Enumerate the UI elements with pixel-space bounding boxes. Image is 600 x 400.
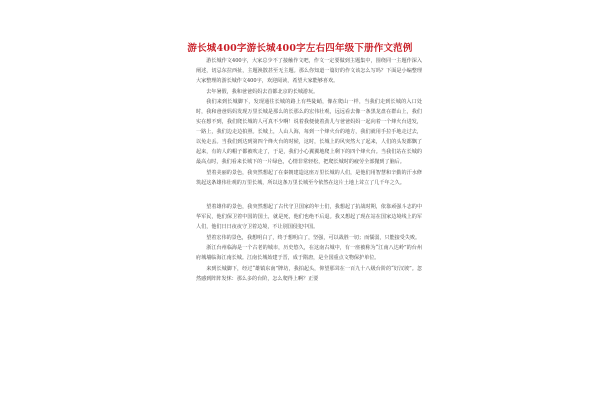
paragraph-climb: 我们来到长城脚下，发现通往长城的路上有些陡峭，像在爬山一样，当我们走到长城的入口处时，我和爸爸妈妈发现万里长城是那么的长那么的宏伟壮观，远远看去像一条黑龙盘在群山上，我们实在想不到，我们爬长城的人可真不少啊！说着我便使着劲儿与爸爸妈妈一起向着一个烽火台进发，一路上，我们边走边拍照。长城上，人山人海，每到一个烽火台的地方，我们就用手拉手地走过去，以免走丢。当我们到达到第四个烽火台的时候，这时，长城上的风突然大了起来，人们的头发都飘了起来，有的人的帽子都被吹走了，于是，我们小心翼翼地爬上剩下的四个烽火台。当我们站在长城的最高点时，我们看来长城下的一片绿色，心情非常轻松，把爬长城时的疲劳全部抛到了脑后。 xyxy=(196,99,422,165)
paragraph-trip: 去年暑假，我和爸爸妈妈去首都北京的长城游玩。 xyxy=(206,88,319,95)
document-body xyxy=(196,56,422,284)
paragraph-soldiers: 望着雄伟的景色，我突然想起了古代守卫国家的年士们，我想起了抗战时期，依靠顽强斗志的中华军民，他们保卫着中国的国土，就是死，他们也绝不后退。我又想起了现在站在国家边境线上的军人们，他们日日夜夜守卫着边境，不让别国侵犯中国。 xyxy=(196,204,422,230)
paragraph-taizhou: 浙江台州临海是一个古老的城市，历史悠久，在这南古城中，有一座被称为“江南八达岭”的台州府城墙临海江南长城。江南长城始建于晋，成于隋唐，是全国重点文物保护单位。 xyxy=(196,245,422,261)
paragraph-history: 望着美丽的景色，我突然想起了在秦朝建造这座万里长城的人们，是他们用智慧和辛勤的汗水修筑起这条雄伟壮观的万里长城，所以这条万里长城至今依然在这片土地上耸立了几千年之久。 xyxy=(196,169,422,186)
paragraph-intro: 游长城作文400字，大家总少不了接触作文吧，作文一定要做到主题集中，围绕同一主题作深入阐述，切忌东拉西扯，主题涣散甚至无主题。那么你知道一篇好的作文该怎么写吗？下面是小编整理大家整理的游长城作文400字，欢迎阅读，希望大家能够喜欢。 xyxy=(196,58,422,84)
document-title: 游长城400字游长城400字左右四年级下册作文范例 xyxy=(187,43,413,54)
paragraph-reflection: 望着宏伟的景色，我想明白了，终于想明白了，坚强，可以战胜一切；而懦弱，只能接受失败。 xyxy=(206,234,421,241)
section-gap xyxy=(196,188,422,202)
paragraph-stairs: 来到长城脚下，经过“雄镇东南”牌坊，我拍起头，仰望那耸在一百九十八级台阶的“好汉坡”。忽然感到阵阵发怵：那么多的台阶，怎么爬得上啊？正要 xyxy=(196,265,422,282)
